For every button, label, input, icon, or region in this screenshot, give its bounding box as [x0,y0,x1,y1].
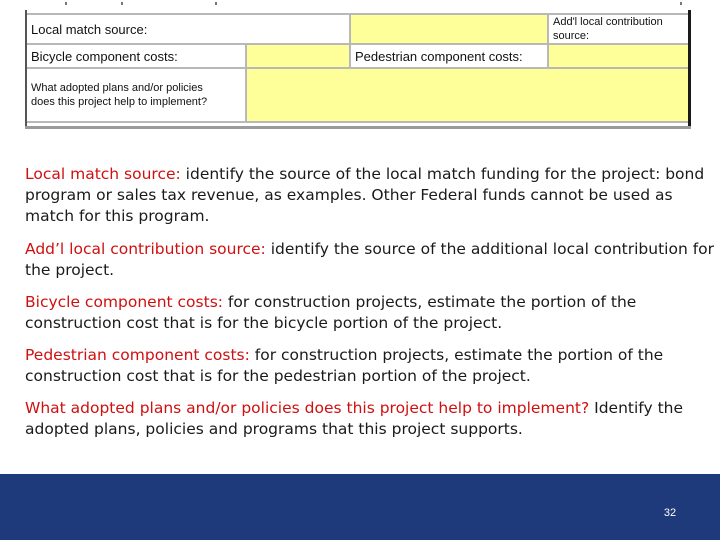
text-pedestrian: for construction projects, estimate the portion of the construction cost that is for the pedestrian portion of the project. [25,346,664,385]
term-adopted-plans: What adopted plans and/or policies does this project help to implement? [25,399,590,417]
local-match-field[interactable] [350,14,548,44]
text-bicycle: for construction projects, estimate the portion of the construction cost that is for the bicycle portion of the project. [25,293,637,332]
pedestrian-costs-label: Pedestrian component costs: [350,44,548,68]
adopted-plans-label: What adopted plans and/or policies does this project help to implement? [26,68,246,122]
term-addl-contribution: Add’l local contribution source: [25,240,266,258]
desc-pedestrian [25,345,715,387]
pedestrian-costs-field[interactable] [548,44,691,68]
form-left-edge [25,10,27,128]
form-snippet [25,0,691,128]
form-right-edge [688,10,691,128]
adopted-plans-field[interactable] [246,68,691,122]
desc-local-match [25,164,715,227]
addl-contribution-label: Add'l local contribution source: [548,14,691,44]
local-match-label: Local match source: [26,14,350,44]
text-addl-contribution: identify the source of the additional local contribution for the project. [25,240,715,279]
text-adopted-plans: Identify the adopted plans, policies and programs that this project supports. [25,399,684,438]
form-bottom-edge [25,126,691,129]
term-pedestrian: Pedestrian component costs: [25,346,250,364]
text-local-match: identify the source of the local match funding for the project: bond program or sales tax revenue, as examples. Other Federal funds cannot be used as match for this program. [25,165,705,225]
desc-bicycle [25,292,715,334]
term-local-match: Local match source: [25,165,181,183]
form-table [25,13,691,123]
bicycle-costs-field[interactable] [246,44,350,68]
term-bicycle: Bicycle component costs: [25,293,223,311]
footer-bar [0,474,720,540]
desc-addl-contribution [25,239,715,281]
bicycle-costs-label: Bicycle component costs: [26,44,246,68]
desc-adopted-plans [25,398,715,440]
page-number: 32 [663,507,677,519]
